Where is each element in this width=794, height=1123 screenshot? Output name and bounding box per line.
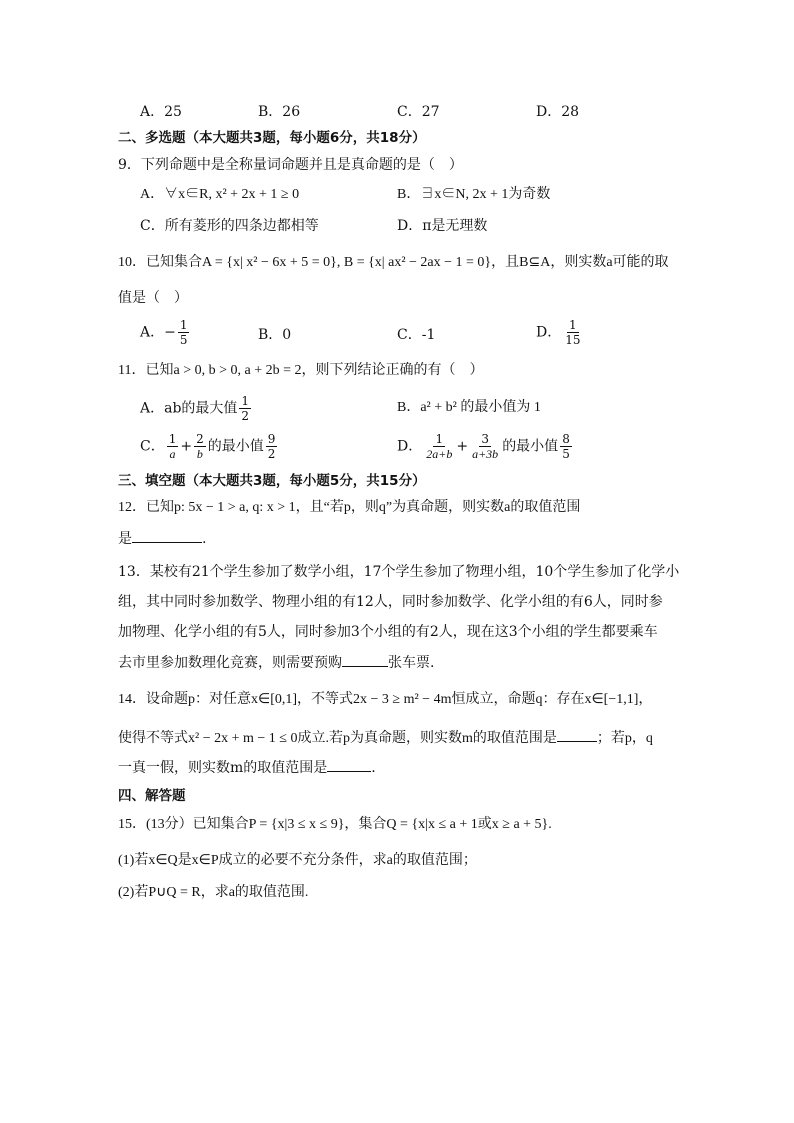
q15-line1: 15．(13分）已知集合P = {x|3 ≤ x ≤ 9}，集合Q = {x|x ≤ a + 1或x ≥ a + 5}.	[118, 817, 552, 832]
q14-line2-suffix: ；若p，q	[596, 731, 653, 746]
q13-line1: 13．某校有21个学生参加了数学小组，17个学生参加了物理小组，10个学生参加了化学小	[118, 564, 680, 580]
q10-option-b: B．0	[258, 327, 292, 343]
q10-option-d	[536, 318, 585, 347]
q11-option-c	[140, 432, 279, 461]
q12-line2-prefix: 是	[118, 531, 132, 547]
q14-line1: 14．设命题p：对任意x∈[0,1]，不等式2x − 3 ≥ m² − 4m恒成立，命题q：存在x∈[−1,1]，	[118, 692, 653, 707]
q10-option-a-fraction	[178, 318, 190, 347]
q11-option-d-answer-fraction	[560, 432, 572, 461]
q11-option-d-fraction-2	[470, 432, 500, 461]
fraction-numerator: 3	[481, 432, 489, 446]
q14-line2	[118, 727, 653, 749]
q10-option-c: C．-1	[397, 327, 436, 343]
q11-option-c-fraction-2	[194, 432, 206, 461]
q13-answer-blank[interactable]	[342, 652, 388, 667]
fraction-numerator: 1	[168, 432, 177, 446]
q11-option-b: B．a² + b² 的最小值为 1	[397, 400, 541, 415]
q13-line4-suffix: 张车票.	[388, 655, 435, 671]
q11-option-c-text: 的最小值	[207, 438, 264, 455]
q12-stem-line2	[118, 528, 206, 549]
fraction-denominator: a	[169, 447, 176, 461]
fraction-numerator: 1	[569, 318, 577, 332]
q11-option-c-label: C．	[140, 438, 165, 455]
q11-option-a	[140, 394, 253, 423]
fraction-denominator: 2	[241, 409, 250, 423]
q15-part-2: (2)若P∪Q = R，求a的取值范围.	[118, 885, 309, 900]
section-4-heading: 四、解答题	[118, 788, 186, 804]
q8-option-b: B．26	[258, 104, 301, 120]
q11-option-d-fraction-1	[424, 432, 454, 461]
q13-line4-prefix: 去市里参加数理化竞赛，则需要预购	[118, 655, 342, 671]
fraction-denominator: 2a+b	[426, 447, 453, 461]
q11-option-d-label: D．	[397, 438, 423, 455]
fraction-denominator: 15	[565, 333, 581, 347]
q12-answer-blank[interactable]	[132, 528, 202, 543]
fraction-denominator: 5	[562, 447, 570, 461]
q13-line3: 加物理、化学小组的有5人，同时参加3个小组的有2人，现在这3个小组的学生都要乘车	[118, 624, 658, 640]
q10-option-a-label: A．−	[140, 324, 176, 341]
q11-option-c-fraction-1	[167, 432, 179, 461]
q14-line3-suffix: .	[371, 760, 376, 776]
q9-option-d: D．π是无理数	[397, 218, 488, 234]
q10-stem-line1: 10．已知集合A = {x| x² − 6x + 5 = 0}, B = {x| ax² − 2ax − 1 = 0}，且B⊆A，则实数a可能的取	[118, 255, 669, 270]
fraction-numerator: 1	[435, 432, 444, 446]
q11-option-a-label: A．ab的最大值	[140, 400, 238, 417]
q14-answer-blank-1[interactable]	[557, 727, 597, 742]
fraction-numerator: 9	[267, 432, 276, 446]
fraction-numerator: 1	[179, 318, 188, 332]
section-3-heading: 三、填空题（本大题共3题，每小题5分，共15分）	[118, 473, 426, 489]
q11-option-c-answer-fraction	[266, 432, 278, 461]
q13-line2: 组，其中同时参加数学、物理小组的有12人，同时参加数学、化学小组的有6人，同时参	[118, 594, 663, 610]
q10-option-d-label: D．	[536, 324, 562, 341]
fraction-denominator: 2	[267, 447, 276, 461]
plus-sign: +	[456, 438, 469, 455]
fraction-denominator: 5	[179, 333, 188, 347]
q15-part-1: (1)若x∈Q是x∈P成立的必要不充分条件，求a的取值范围；	[118, 853, 477, 868]
q13-line4	[118, 652, 434, 673]
fraction-denominator: a+3b	[472, 447, 499, 461]
q10-option-a	[140, 318, 191, 347]
q14-answer-blank-2[interactable]	[327, 757, 371, 772]
q11-option-a-fraction	[239, 394, 251, 423]
section-2-heading: 二、多选题（本大题共3题，每小题6分，共18分）	[118, 130, 426, 146]
q8-option-a: A．25	[140, 104, 182, 120]
q8-option-d: D．28	[536, 104, 580, 120]
q11-option-d	[397, 432, 574, 461]
q9-option-c: C．所有菱形的四条边都相等	[140, 218, 319, 234]
fraction-numerator: 2	[196, 432, 204, 446]
q10-option-d-fraction	[563, 318, 582, 347]
q8-option-c: C．27	[397, 104, 440, 120]
q14-line3	[118, 757, 376, 778]
q12-line2-suffix: .	[202, 531, 207, 547]
q9-option-a: A．∀x∈R, x² + 2x + 1 ≥ 0	[140, 187, 300, 202]
q14-line2-prefix: 使得不等式x² − 2x + m − 1 ≤ 0成立.若p为真命题，则实数m的取值范围是	[118, 731, 557, 746]
q9-option-b: B．∃x∈N, 2x + 1为奇数	[397, 187, 551, 202]
fraction-numerator: 8	[562, 432, 570, 446]
q11-stem: 11．已知a > 0, b > 0, a + 2b = 2，则下列结论正确的有（ ）	[118, 363, 484, 378]
plus-sign: +	[180, 438, 193, 455]
q14-line3-prefix: 一真一假，则实数m的取值范围是	[118, 760, 328, 776]
q12-stem-line1: 12．已知p: 5x − 1 > a, q: x > 1，且“若p，则q”为真命题，则实数a的取值范围	[118, 500, 581, 515]
fraction-denominator: b	[196, 447, 203, 461]
q9-stem: 9．下列命题中是全称量词命题并且是真命题的是（ ）	[118, 157, 463, 173]
q10-stem-line2: 值是（ ）	[118, 290, 188, 306]
fraction-numerator: 1	[241, 394, 250, 408]
q11-option-d-text: 的最小值	[502, 438, 559, 455]
